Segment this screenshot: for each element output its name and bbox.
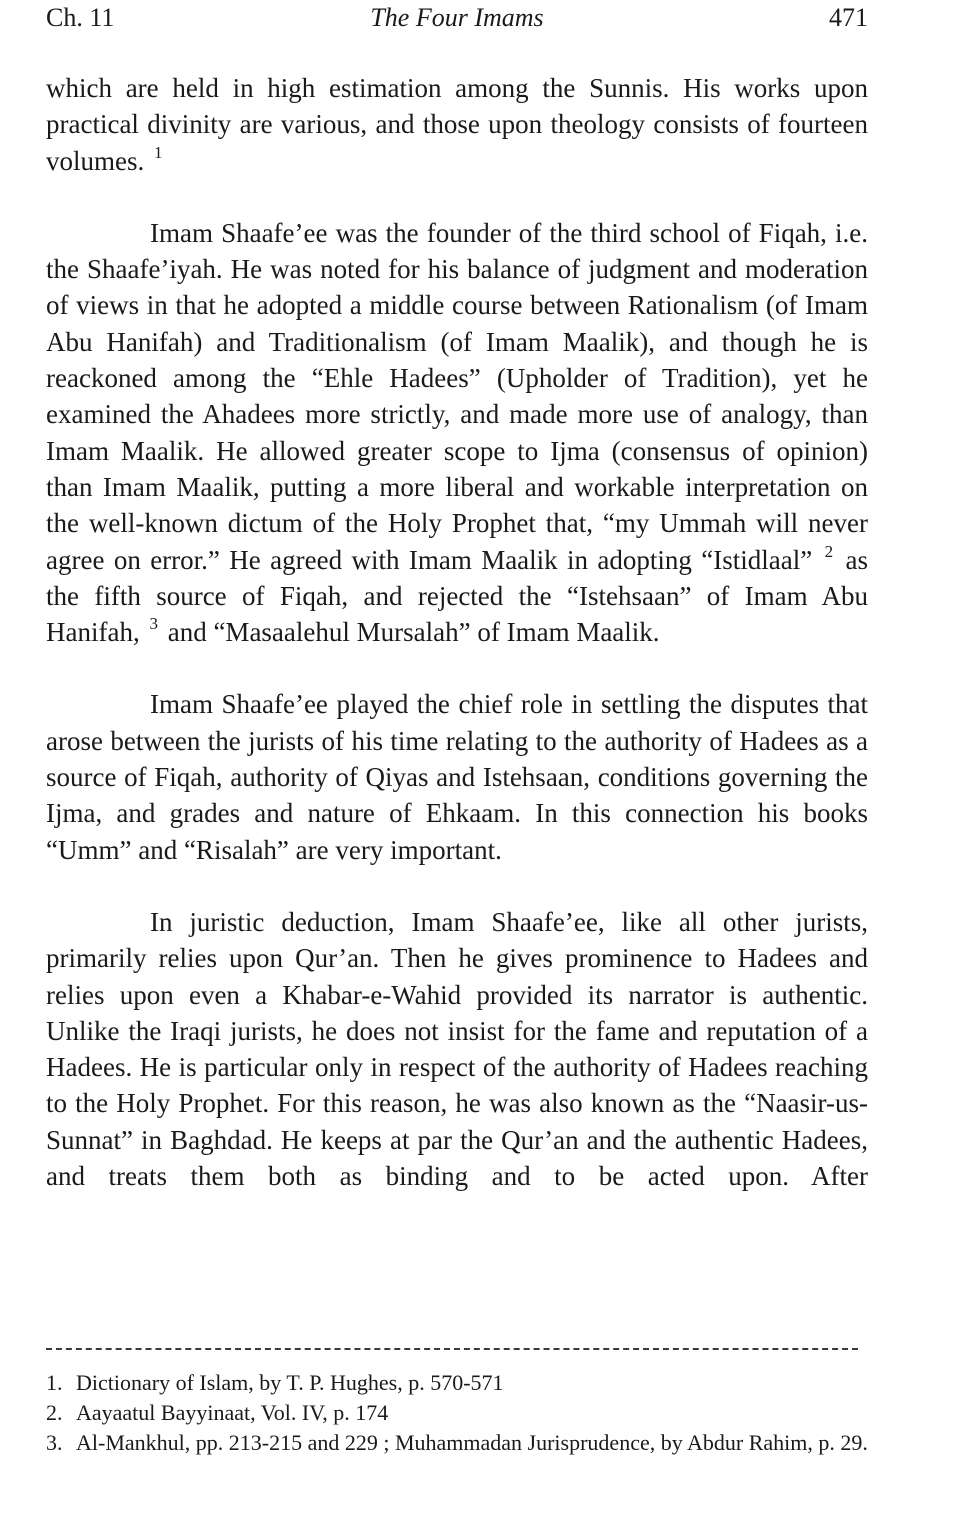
footnote-3 [46,1428,868,1458]
paragraph-shaafee-founder [46,215,868,651]
chapter-label: Ch. 11 [46,3,115,32]
footnote-ref-1: 1 [154,142,163,162]
book-page [46,0,868,1520]
main-text [46,70,868,1194]
paragraph-text: In juristic deduction, Imam Shaafe’ee, like all other jurists, primarily relies upon Qur’an. Then he gives prominence to Hadees and relies upon even a Khabar-e-Wahid provided its narrator is authentic. Unlike the Iraqi jurists, he does not insist for the fame and reputation of a Hadees. He is particular only in respect of the authority of Hadees reaching to the Holy Prophet. For this reason, he was also known as the “Naasir-us-Sunnat” in Baghdad. He keeps at par the Qur’an and the authentic Hadees, and treats them both as binding and to be acted upon. After [46,906,868,1192]
footnote-ref-2: 2 [824,541,834,561]
footnote-number: 2. [46,1400,63,1425]
footnotes [46,1368,868,1458]
paragraph-text: which are held in high estimation among the Sunnis. His works upon practical divinity are various, and those upon theology consists of fourteen volumes. [46,73,868,176]
paragraph-disputes [46,686,868,867]
footnote-2 [46,1398,868,1428]
footnote-text: Al-Mankhul, pp. 213-215 and 229 ; Muhammadan Jurisprudence, by Abdur Rahim, p. 29. [76,1430,868,1455]
footnote-number: 1. [46,1370,63,1395]
book-title-header: The Four Imams [370,3,544,32]
footnote-1 [46,1368,868,1398]
footnote-number: 3. [46,1430,63,1455]
paragraph-text: and “Masaalehul Mursalah” of Imam Maalik. [160,617,660,648]
paragraph-text: Imam Shaafe’ee played the chief role in settling the disputes that arose between the jurists of his time relating to the authority of Hadees as a source of Fiqah, authority of Qiyas and Istehsaan, conditions governing the Ijma, and grades and nature of Ehkaam. In this connection his books “Umm” and “Risalah” are very important. [46,689,868,865]
running-header [46,2,868,34]
page-number: 471 [829,3,868,32]
paragraph-text: as the fifth source of Fiqah, and rejected the “Istehsaan” of Imam Abu Hanifah, [46,544,868,648]
footnote-text: Dictionary of Islam, by T. P. Hughes, p. 570-571 [76,1370,504,1395]
paragraph-continued [46,70,868,179]
footnote-ref-3: 3 [149,614,158,634]
paragraph-text: Imam Shaafe’ee was the founder of the third school of Fiqah, i.e. the Shaafe’iyah. He was noted for his balance of judgment and moderation of views in that he adopted a middle course between Rationalism (of Imam Abu Hanifah) and Traditionalism (of Imam Maalik), and though he is reackoned among the “Ehle Hadees” (Upholder of Tradition), yet he examined the Ahadees more strictly, and made more use of analogy, than Imam Maalik. He allowed greater scope to Ijma (consensus of opinion) than Imam Maalik, putting a more liberal and workable interpretation on the well-known dictum of the Holy Prophet that, “my Ummah will never agree on error.” He agreed with Imam Maalik in adopting “Istidlaal” [46,217,868,575]
footnote-text: Aayaatul Bayyinaat, Vol. IV, p. 174 [76,1400,389,1425]
footnote-separator [46,1348,858,1350]
paragraph-juristic-deduction [46,904,868,1194]
